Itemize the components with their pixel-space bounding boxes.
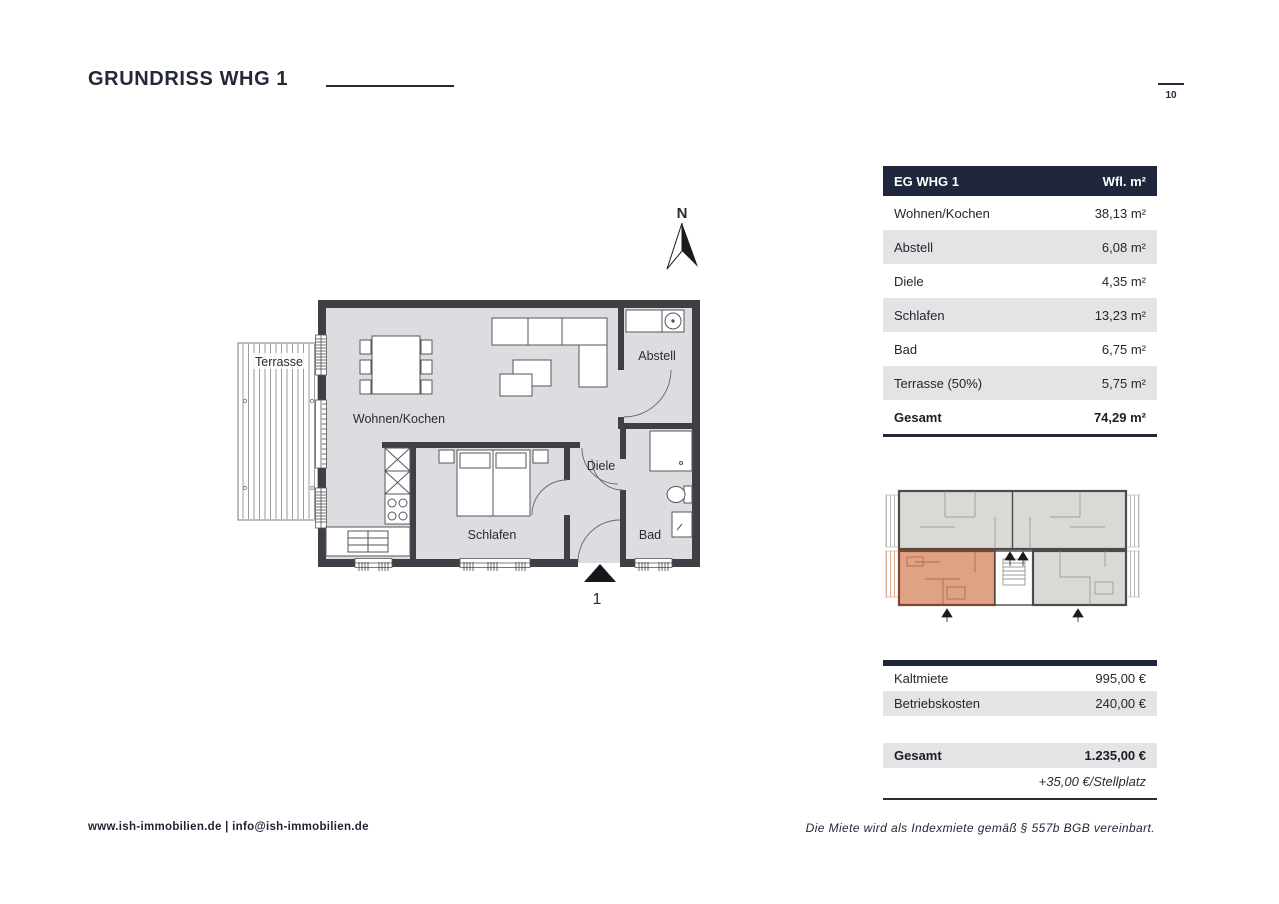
area-table-header-unit: Wfl. m²: [1102, 173, 1146, 189]
price-table-bottom-rule: [883, 798, 1157, 800]
floor-plan: [230, 190, 720, 630]
label-wohnen-kochen: Wohnen/Kochen: [352, 412, 446, 426]
label-abstell: Abstell: [638, 349, 676, 363]
price-label: Kaltmiete: [894, 671, 949, 686]
price-value: 240,00 €: [1095, 696, 1146, 711]
toilet: [667, 486, 692, 503]
price-total-value: 1.235,00 €: [1084, 748, 1146, 763]
price-row: [883, 691, 1157, 716]
washing-machine: [626, 310, 684, 332]
terrace-area: [238, 343, 318, 520]
table-row: [883, 196, 1157, 230]
room-label: Wohnen/Kochen: [894, 205, 990, 221]
page-number: 10: [1165, 90, 1177, 101]
price-value: 995,00 €: [1095, 671, 1146, 686]
price-total-label: Gesamt: [894, 748, 942, 763]
highlighted-unit-whg1: [899, 551, 995, 605]
terrace-hatch-highlight: [885, 551, 899, 597]
table-row-total: [883, 400, 1157, 437]
table-row: [883, 230, 1157, 264]
room-area: 6,75 m²: [1101, 341, 1146, 357]
room-area: 6,08 m²: [1101, 239, 1146, 255]
entrance-marker: [584, 564, 616, 608]
area-table: [883, 166, 1157, 437]
footer-legal-note: Die Miete wird als Indexmiete gemäß § 557b BGB vereinbart.: [805, 821, 1155, 835]
floor-plan-svg: [230, 190, 720, 625]
room-area: 13,23 m²: [1094, 307, 1146, 323]
shower: [650, 431, 692, 471]
upper-units: [899, 491, 1126, 549]
room-label: Abstell: [894, 239, 934, 255]
building-overview-svg: [885, 487, 1140, 622]
room-area: 38,13 m²: [1094, 205, 1146, 221]
price-table: [883, 660, 1157, 800]
room-label: Terrasse (50%): [894, 375, 983, 391]
label-bad: Bad: [638, 528, 662, 542]
terrace-hatch: [885, 495, 899, 547]
bath-sink: [672, 512, 692, 537]
north-label: N: [676, 205, 688, 222]
total-label: Gesamt: [894, 409, 942, 425]
page-title: GRUNDRISS WHG 1: [88, 68, 289, 90]
total-area: 74,29 m²: [1093, 409, 1146, 425]
footer-contact: www.ish-immobilien.de | info@ish-immobilien.de: [88, 821, 369, 833]
room-label: Bad: [894, 341, 918, 357]
entrance-number: 1: [592, 591, 602, 608]
label-diele: Diele: [586, 459, 616, 473]
label-terrasse: Terrasse: [255, 355, 303, 369]
price-label: Betriebskosten: [894, 696, 980, 711]
title-rule: [326, 85, 454, 87]
area-table-header: [883, 166, 1157, 196]
building-overview-plan: [885, 487, 1140, 627]
area-table-header-title: EG WHG 1: [894, 173, 960, 189]
room-label: Schlafen: [894, 307, 945, 323]
lower-right-unit: [1033, 551, 1126, 605]
table-row: [883, 298, 1157, 332]
table-row: [883, 332, 1157, 366]
windows-left: [316, 335, 328, 528]
price-table-spacer: [883, 716, 1157, 743]
north-arrow-icon: [667, 205, 698, 269]
page-number-rule: [1158, 83, 1184, 85]
dining-table: [360, 336, 432, 394]
terrace-hatch: [1126, 495, 1140, 547]
price-row: [883, 666, 1157, 691]
room-label: Diele: [894, 273, 924, 289]
parking-note: +35,00 €/Stellplatz: [1038, 774, 1146, 789]
room-area: 4,35 m²: [1101, 273, 1146, 289]
terrace-hatch: [1126, 551, 1140, 597]
table-row: [883, 264, 1157, 298]
room-area: 5,75 m²: [1101, 375, 1146, 391]
table-row: [883, 366, 1157, 400]
price-row-total: [883, 743, 1157, 768]
label-schlafen: Schlafen: [467, 528, 517, 542]
